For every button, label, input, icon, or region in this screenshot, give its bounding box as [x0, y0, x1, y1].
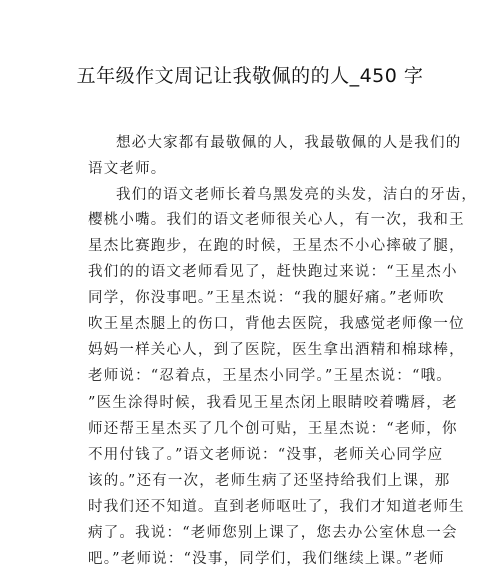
paragraph-line: 语文老师。: [88, 161, 167, 177]
paragraph-line: 师还帮王星杰买了几个创可贴，王星杰说：“老师，你: [88, 421, 458, 437]
paragraph-line: 星杰比赛跑步，在跑的时候，王星杰不小心摔破了腿，: [88, 238, 465, 254]
paragraph-line: 想必大家都有最敬佩的人，我最敬佩的人是我们的: [116, 135, 462, 151]
paragraph-line: 该的。”还有一次，老师生病了还坚持给我们上课，那: [88, 473, 451, 489]
paragraph-line: 不用付钱了。”语文老师说：“没事，老师关心同学应: [88, 447, 444, 463]
paragraph-line: 我们的语文老师长着乌黑发亮的头发，洁白的牙齿，: [116, 187, 478, 203]
paragraph-line: 时我们还不知道。直到老师呕吐了，我们才知道老师生: [88, 499, 465, 515]
paragraph-line: 老师说：“忍着点，王星杰小同学。”王星杰说：“哦。: [88, 368, 452, 384]
paragraph-line: 病了。我说：“老师您别上课了，您去办公室休息一会: [88, 525, 458, 541]
paragraph-line: ”医生涂得时候，我看见王星杰闭上眼睛咬着嘴唇，老: [88, 395, 458, 411]
document-title: 五年级作文周记让我敬佩的的人_450 字: [76, 65, 424, 87]
paragraph-line: 吹王星杰腿上的伤口，背他去医院，我感觉老师像一位: [88, 316, 465, 332]
paragraph-line: 同学，你没事吧。”王星杰说：“我的腿好痛。”老师吹: [88, 290, 445, 306]
paragraph-line: 吧。”老师说：“没事，同学们，我们继续上课。”老师: [88, 551, 445, 567]
paragraph-line: 我们的的语文老师看见了，赶快跑过来说：“王星杰小: [88, 264, 458, 280]
paragraph-line: 樱桃小嘴。我们的语文老师很关心人，有一次，我和王: [88, 212, 465, 228]
paragraph-line: 妈妈一样关心人，到了医院，医生拿出酒精和棉球棒，: [88, 342, 465, 358]
